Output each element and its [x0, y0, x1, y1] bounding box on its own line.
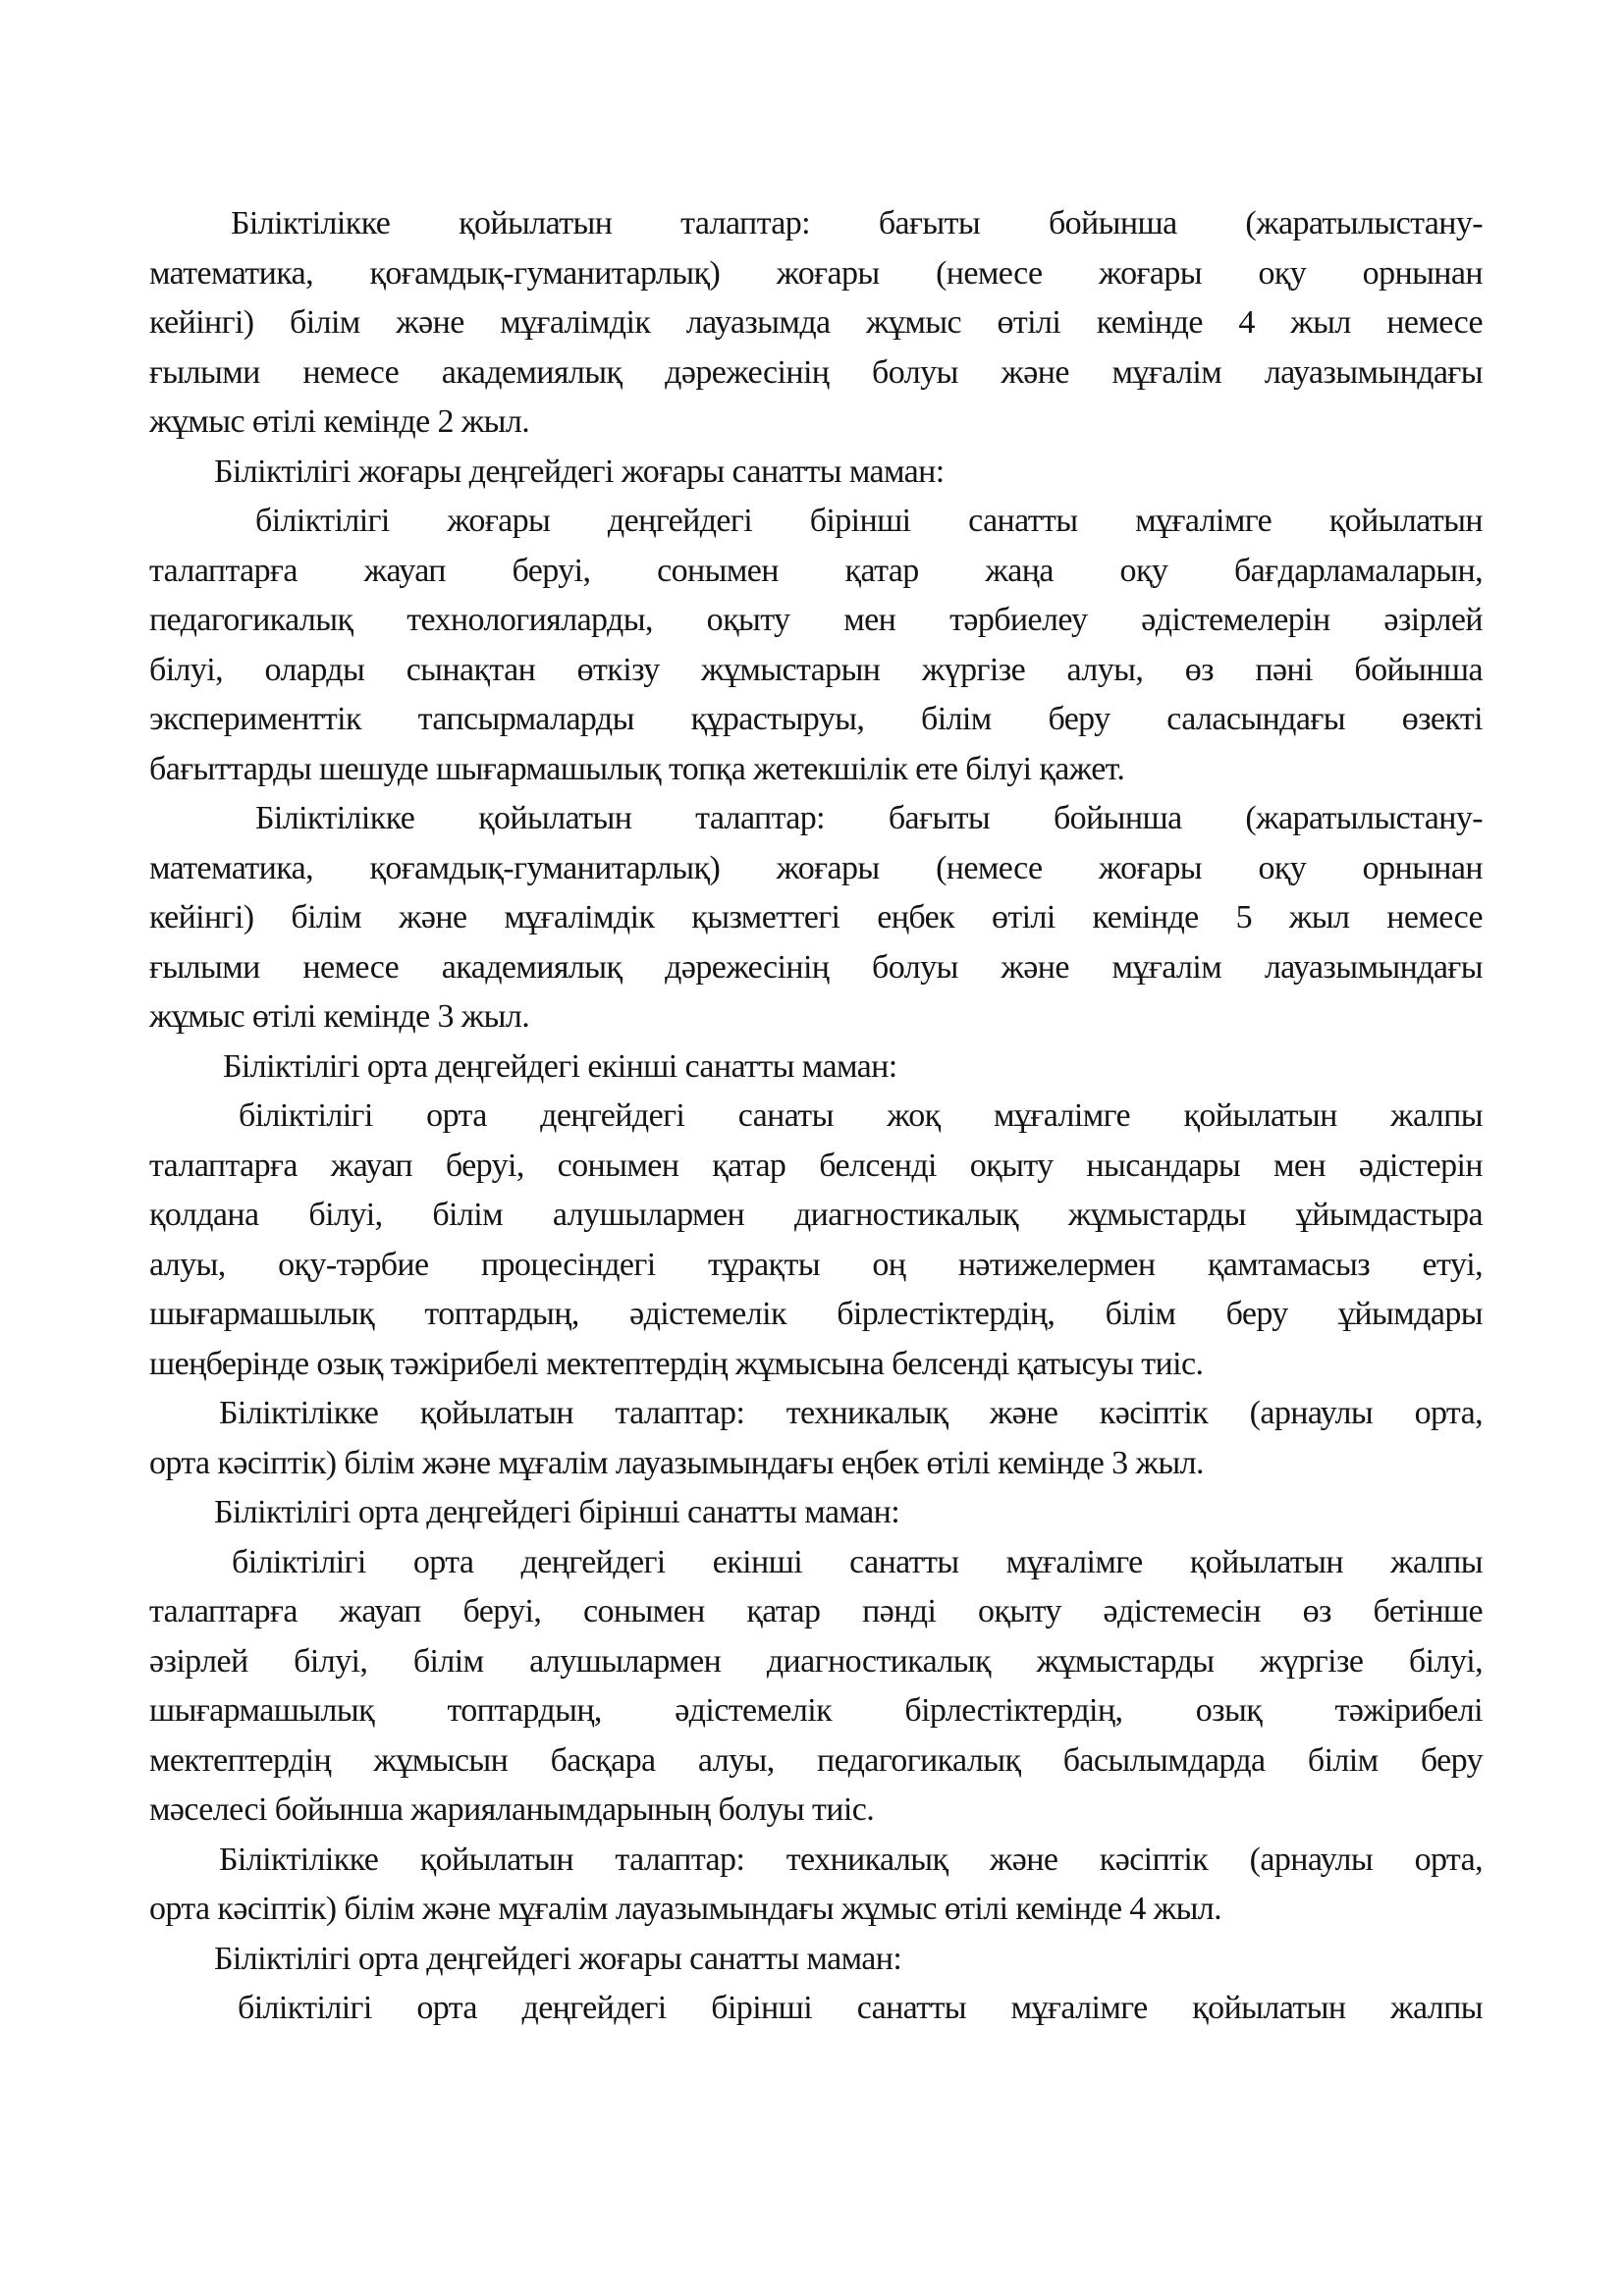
- text-line: Біліктілікке қойылатын талаптар: бағыты бойынша (жаратылыстану-: [231, 205, 1483, 241]
- text-line: білуі, оларды сынақтан өткізу жұмыстарын жүргізе алуы, өз пәні бойынша: [149, 651, 1483, 688]
- text-line: шығармашылық топтардың, әдістемелік бірлестіктердің, білім беру ұйымдары: [149, 1296, 1483, 1332]
- text-line: біліктілігі орта деңгейдегі бірінші санатты мұғалімге қойылатын жалпы: [238, 1990, 1483, 2026]
- text-line: мектептердің жұмысын басқара алуы, педагогикалық басылымдарда білім беру: [149, 1741, 1483, 1779]
- text-line: орта кәсіптік) білім және мұғалім лауазымындағы жұмыс өтілі кемінде 4 жыл.: [149, 1891, 1222, 1927]
- text-line: біліктілігі орта деңгейдегі екінші санатты мұғалімге қойылатын жалпы: [232, 1543, 1483, 1580]
- text-line: біліктілігі жоғары деңгейдегі бірінші санатты мұғалімге қойылатын: [255, 503, 1483, 539]
- text-line: математика, қоғамдық-гуманитарлық) жоғары (немесе жоғары оқу орнынан: [149, 849, 1483, 886]
- text-line: Біліктілікке қойылатын талаптар: бағыты бойынша (жаратылыстану-: [255, 800, 1483, 836]
- text-line: кейінгі) білім және мұғалімдік лауазымда жұмыс өтілі кемінде 4 жыл немесе: [149, 304, 1483, 341]
- text-line: бағыттарды шешуде шығармашылық топқа жетекшілік ете білуі қажет.: [149, 750, 1125, 787]
- section-heading: Біліктілігі жоғары деңгейдегі жоғары санатты маман:: [214, 453, 945, 490]
- text-line: біліктілігі орта деңгейдегі санаты жоқ мұғалімге қойылатын жалпы: [239, 1097, 1483, 1134]
- text-line: қолдана білуі, білім алушылармен диагностикалық жұмыстарды ұйымдастыра: [149, 1197, 1483, 1233]
- text-line: жұмыс өтілі кемінде 2 жыл.: [149, 403, 530, 440]
- text-line: эксперименттік тапсырмаларды құрастыруы, білім беру саласындағы өзекті: [149, 701, 1483, 737]
- section-heading: Біліктілігі орта деңгейдегі жоғары санатты маман:: [214, 1940, 902, 1977]
- text-line: Біліктілікке қойылатын талаптар: техникалық және кәсіптік (арнаулы орта,: [219, 1841, 1483, 1878]
- text-line: талаптарға жауап беруі, сонымен қатар пәнді оқыту әдістемесін өз бетінше: [149, 1593, 1483, 1629]
- text-line: орта кәсіптік) білім және мұғалім лауазымындағы еңбек өтілі кемінде 3 жыл.: [149, 1444, 1204, 1481]
- text-line: Біліктілікке қойылатын талаптар: техникалық және кәсіптік (арнаулы орта,: [219, 1395, 1483, 1431]
- section-heading: Біліктілігі орта деңгейдегі бірінші санатты маман:: [214, 1494, 900, 1530]
- text-line: математика, қоғамдық-гуманитарлық) жоғары (немесе жоғары оқу орнынан: [149, 254, 1483, 292]
- section-heading: Біліктілігі орта деңгейдегі екінші санатты маман:: [223, 1047, 897, 1085]
- text-line: алуы, оқу-тәрбие процесіндегі тұрақты оң нәтижелермен қамтамасыз етуі,: [149, 1246, 1483, 1283]
- text-line: ғылыми немесе академиялық дәрежесінің болуы және мұғалім лауазымындағы: [149, 353, 1483, 391]
- text-line: кейінгі) білім және мұғалімдік қызметтегі еңбек өтілі кемінде 5 жыл немесе: [149, 899, 1483, 935]
- document-page: [149, 199, 1483, 2034]
- text-line: ғылыми немесе академиялық дәрежесінің болуы және мұғалім лауазымындағы: [149, 948, 1483, 986]
- text-line: әзірлей білуі, білім алушылармен диагностикалық жұмыстарды жүргізе білуі,: [149, 1642, 1483, 1680]
- text-line: талаптарға жауап беруі, сонымен қатар жаңа оқу бағдарламаларын,: [149, 552, 1483, 589]
- text-line: мәселесі бойынша жарияланымдарының болуы тиіс.: [149, 1791, 875, 1828]
- text-line: шығармашылық топтардың, әдістемелік бірлестіктердің, озық тәжірибелі: [149, 1692, 1483, 1729]
- text-line: жұмыс өтілі кемінде 3 жыл.: [149, 998, 530, 1035]
- text-line: талаптарға жауап беруі, сонымен қатар белсенді оқыту нысандары мен әдістерін: [149, 1147, 1483, 1184]
- text-line: педагогикалық технологияларды, оқыту мен тәрбиелеу әдістемелерін әзірлей: [149, 602, 1483, 638]
- text-line: шеңберінде озық тәжірибелі мектептердің жұмысына белсенді қатысуы тиіс.: [149, 1345, 1204, 1382]
